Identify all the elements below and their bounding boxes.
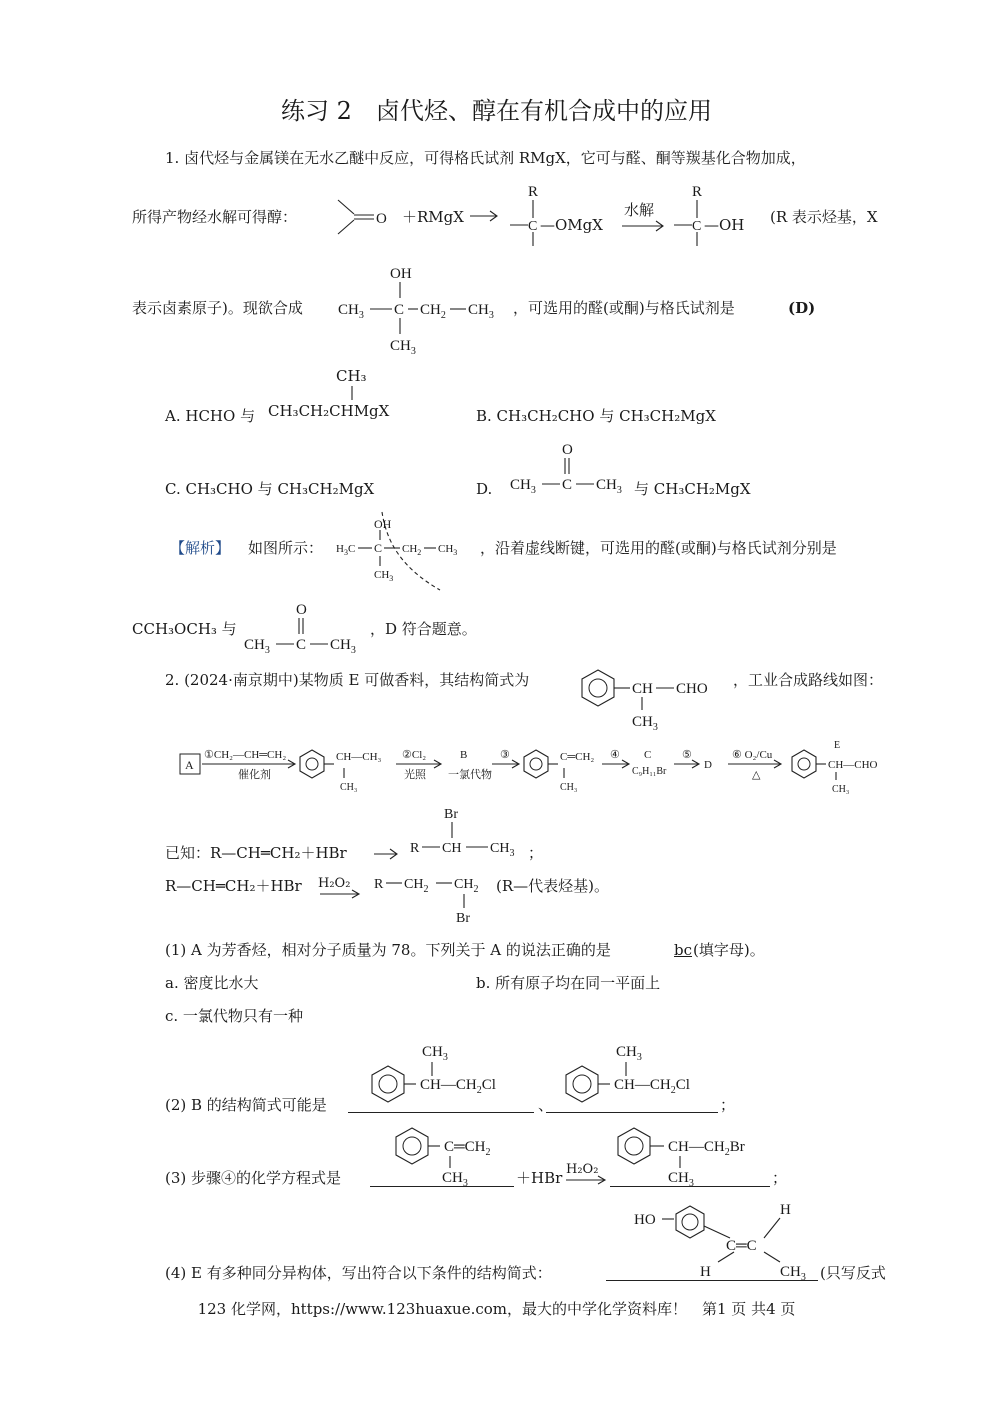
sub3-hbr: ＋HBr xyxy=(516,1169,563,1187)
bromide-product-structure xyxy=(614,1122,774,1188)
svg-text:O: O xyxy=(296,602,307,618)
known-reaction-2-tail: (R—代表烃基)。 xyxy=(496,877,609,895)
q1-option-a: A. HCHO 与 xyxy=(165,407,256,425)
svg-text:CH3: $CH_3$ xyxy=(374,569,394,583)
sub3-end: ； xyxy=(772,1169,788,1187)
sub2-separator: 、 xyxy=(538,1096,554,1114)
svg-text:C═CH₂: C═CH₂ xyxy=(560,751,595,763)
sub2-answer-line-2 xyxy=(546,1112,718,1113)
known-reaction-2: R—CH═CH₂＋HBr xyxy=(165,877,302,895)
acetone-structure-d xyxy=(510,438,628,498)
svg-text:C: C xyxy=(528,219,538,234)
q2-intro-b: ，工业合成路线如图： xyxy=(733,671,884,689)
route-step2-bottom: 光照 xyxy=(404,769,426,781)
hydrolysis-arrow xyxy=(620,219,668,233)
analysis-structure xyxy=(336,508,484,592)
q1-option-d-tail: 与 CH₃CH₂MgX xyxy=(634,480,751,498)
svg-text:CH2: $CH_2$ xyxy=(420,302,446,321)
sub2-text: (2) B 的结构简式可能是 xyxy=(165,1096,327,1114)
option-a-bond xyxy=(350,386,356,402)
q1-text-line2b: (R 表示烃基，X xyxy=(770,208,878,226)
known-product-1 xyxy=(408,802,548,866)
analysis-text: 如图所示： xyxy=(248,539,324,557)
svg-text:OH: OH xyxy=(374,517,392,531)
svg-text:CH3: $CH_3$ xyxy=(780,1264,806,1283)
route-b: B xyxy=(460,749,468,761)
svg-text:CH: CH xyxy=(632,681,653,697)
sub1-option-a: a. 密度比水大 xyxy=(165,974,259,992)
route-a: A xyxy=(185,758,194,772)
b-structure-2 xyxy=(562,1040,722,1108)
route-step6-bottom: △ xyxy=(752,769,761,781)
svg-text:CH3: $CH_3$ xyxy=(616,1044,642,1063)
sub1-tail: (填字母)。 xyxy=(693,941,765,959)
svg-text:R: R xyxy=(410,841,420,856)
svg-text:CH2: $CH_2$ xyxy=(404,877,429,895)
page-footer: 123 化学网，https://www.123huaxue.com，最大的中学化学资料库！ 第1 页 共4 页 xyxy=(197,1300,796,1318)
svg-text:CH₃: CH₃ xyxy=(832,784,850,795)
sub3-arrow xyxy=(564,1174,610,1186)
option-a-formula: CH₃CH₂CHMgX xyxy=(268,402,390,420)
svg-text:C: C xyxy=(562,477,573,493)
sub1-option-b: b. 所有原子均在同一平面上 xyxy=(476,974,661,992)
svg-text:CH3: $CH_3$ xyxy=(510,477,536,496)
omgx-text: —OMgX xyxy=(540,216,603,234)
sub4-tail: (只写反式 xyxy=(820,1264,886,1282)
b-structure-1 xyxy=(368,1040,528,1108)
option-a-ch3: CH₃ xyxy=(336,367,367,385)
analysis-text2: ，沿着虚线断键，可选用的醛(或酮)与格氏试剂分别是 xyxy=(480,539,837,557)
svg-text:CH3: $CH_3$ xyxy=(632,714,658,733)
svg-text:CH2: $CH_2$ xyxy=(454,877,479,895)
svg-text:CH₃: CH₃ xyxy=(560,782,578,793)
svg-text:CH3: $CH_3$ xyxy=(438,543,458,557)
svg-text:C: C xyxy=(296,637,307,653)
page-title: 练习 2 卤代烃、醇在有机合成中的应用 xyxy=(281,97,712,125)
svg-text:CH3: $CH_3$ xyxy=(338,302,364,321)
svg-text:H3C: $H_3C$ xyxy=(336,543,356,557)
svg-text:CHO: CHO xyxy=(676,681,708,697)
route-step1-top: ①CH₂—CH═CH₂ xyxy=(204,749,287,761)
synthesis-route xyxy=(178,738,894,796)
q1-text-line1: 1. 卤代烃与金属镁在无水乙醚中反应，可得格氏试剂 RMgX，它可与醛、酮等羰基化合物加成， xyxy=(165,149,806,167)
svg-text:CH—CHO: CH—CHO xyxy=(828,759,878,771)
svg-text:CH3: $CH_3$ xyxy=(668,1170,694,1189)
svg-text:CH3: $CH_3$ xyxy=(468,302,494,321)
svg-text:C: C xyxy=(374,541,383,555)
svg-text:H: H xyxy=(780,1202,791,1218)
route-step6-top: ⑥ O₂/Cu xyxy=(732,749,773,761)
svg-text:OH: OH xyxy=(390,266,412,282)
alkene-structure xyxy=(392,1122,522,1188)
q2-intro-a: 2. (2024·南京期中)某物质 E 可做香料，其结构简式为 xyxy=(165,671,530,689)
oh-text: —OH xyxy=(704,216,745,234)
route-e: E xyxy=(834,740,841,751)
hydrolysis-label: 水解 xyxy=(624,201,655,219)
q1-option-b: B. CH₃CH₂CHO 与 CH₃CH₂MgX xyxy=(476,407,716,425)
sub3-h2o2: H₂O₂ xyxy=(566,1162,599,1177)
q1-text-line2a: 所得产物经水解可得醇： xyxy=(132,208,298,226)
svg-text:CH3: $CH_3$ xyxy=(442,1170,468,1189)
svg-text:CH—CH2Br: $CH—CH_2Br$ xyxy=(668,1139,745,1158)
trans-isomer-structure xyxy=(634,1198,820,1282)
svg-text:CH3: $CH_3$ xyxy=(596,477,622,496)
route-step2-top: ②Cl₂ xyxy=(402,749,427,761)
sub4-text: (4) E 有多种同分异构体，写出符合以下条件的结构简式： xyxy=(165,1264,552,1282)
route-c: C xyxy=(644,749,652,761)
svg-text:Br: Br xyxy=(444,807,458,822)
svg-text:O: O xyxy=(376,211,387,227)
svg-text:CH—CH₃: CH—CH₃ xyxy=(336,751,382,763)
svg-text:C═C: C═C xyxy=(726,1238,757,1254)
svg-text:O: O xyxy=(562,442,573,458)
known-h2o2: H₂O₂ xyxy=(318,876,351,891)
svg-text:CH—CH2Cl: $CH—CH_2Cl$ xyxy=(420,1077,496,1096)
q1-text-line3a: 表示卤素原子)。现欲合成 xyxy=(132,299,303,317)
known-arrow-2 xyxy=(318,888,364,900)
svg-text:CH3: $CH_3$ xyxy=(330,637,356,656)
svg-text:CH3: $CH_3$ xyxy=(390,338,416,357)
svg-text:CH3: $CH_3$ xyxy=(244,637,270,656)
svg-text:CH3: $CH_3$ xyxy=(422,1044,448,1063)
svg-text:R: R xyxy=(692,184,703,200)
svg-text:H: H xyxy=(700,1264,711,1280)
svg-text:HO: HO xyxy=(634,1212,656,1228)
route-step1-bottom: 催化剂 xyxy=(238,769,271,781)
svg-text:C: C xyxy=(692,219,702,234)
sub3-text: (3) 步骤④的化学方程式是 xyxy=(165,1169,342,1187)
target-alcohol-structure xyxy=(338,262,514,356)
known-reaction-1: 已知：R—CH═CH₂＋HBr xyxy=(165,844,347,862)
svg-text:R: R xyxy=(374,877,384,892)
route-d: D xyxy=(704,759,712,771)
route-c-formula: C₉H₁₁Br xyxy=(632,766,667,777)
svg-text:CH3: $CH_3$ xyxy=(490,841,515,859)
sub2-end: ； xyxy=(720,1096,736,1114)
sub2-answer-line-1 xyxy=(348,1112,534,1113)
rmgx-text: ＋RMgX xyxy=(402,208,464,226)
svg-text:C: C xyxy=(394,302,405,318)
compound-e-structure xyxy=(578,664,728,732)
route-step3: ③ xyxy=(500,749,510,761)
q1-option-c: C. CH₃CHO 与 CH₃CH₂MgX xyxy=(165,480,375,498)
reaction-arrow-1 xyxy=(468,206,502,226)
q1-answer: (D) xyxy=(788,299,816,317)
svg-text:CH—CH2Cl: $CH—CH_2Cl$ xyxy=(614,1077,690,1096)
q1-text-line3b: ，可选用的醛(或酮)与格氏试剂是 xyxy=(513,299,735,317)
analysis-line2a: CCH₃OCH₃ 与 xyxy=(132,620,237,638)
svg-text:CH2: $CH_2$ xyxy=(402,543,422,557)
sub1-text: (1) A 为芳香烃，相对分子质量为 78。下列关于 A 的说法正确的是 xyxy=(165,941,611,959)
svg-text:CH: CH xyxy=(442,841,462,856)
svg-text:Br: Br xyxy=(456,911,470,926)
known-product-2 xyxy=(372,866,492,928)
known-arrow-1 xyxy=(372,846,402,862)
route-b-note: 一氯代物 xyxy=(448,769,492,781)
route-step5: ⑤ xyxy=(682,749,692,761)
known-sep: ； xyxy=(528,844,544,862)
sub1-option-c: c. 一氯代物只有一种 xyxy=(165,1007,303,1025)
route-step4: ④ xyxy=(610,749,620,761)
svg-text:C═CH2: $C═CH_2$ xyxy=(444,1139,491,1158)
svg-text:CH₃: CH₃ xyxy=(340,782,358,793)
analysis-tag: 【解析】 xyxy=(170,539,231,557)
analysis-line2b: ，D 符合题意。 xyxy=(370,620,477,638)
r-label: R xyxy=(528,184,539,200)
carbonyl-structure xyxy=(334,196,394,240)
sub1-answer: bc xyxy=(674,941,693,959)
q1-option-d-label: D. xyxy=(476,480,493,498)
acetone-structure-analysis xyxy=(244,598,362,658)
